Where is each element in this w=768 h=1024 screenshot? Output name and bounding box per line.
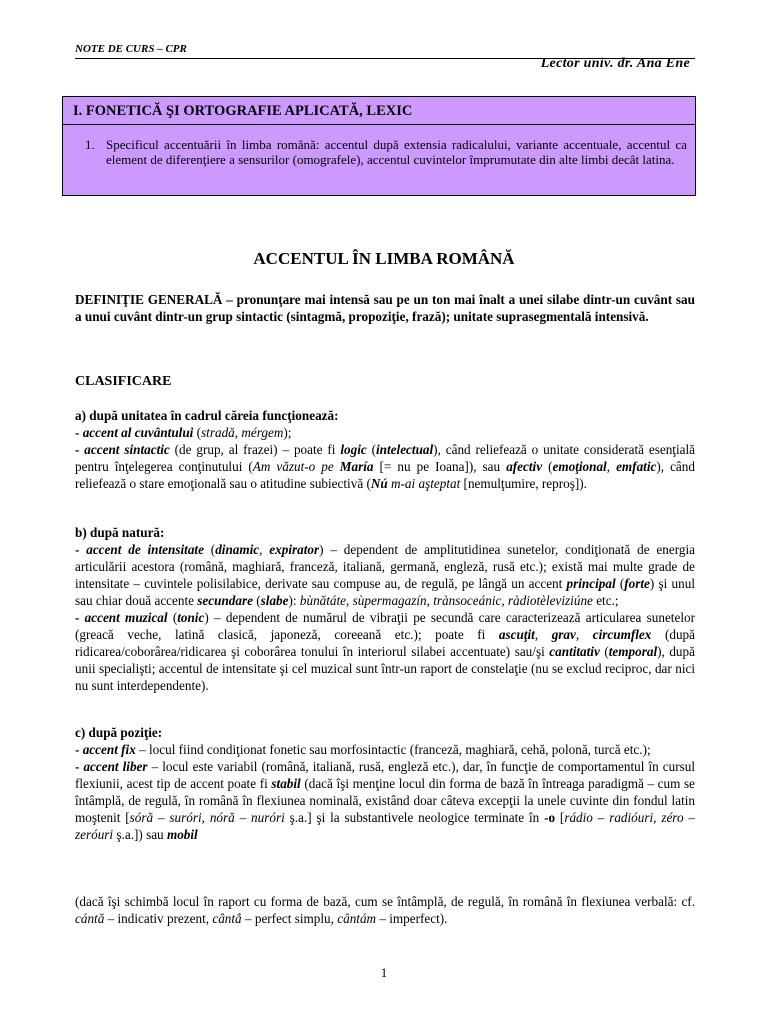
topic-box-title: I. FONETICĂ ŞI ORTOGRAFIE APLICATĂ, LEXIC [73,103,413,119]
text-run: – imperfect). [376,911,448,926]
header-author: Lector univ. dr. Ana Ene [540,56,690,71]
text-run: (dacă îşi menţine locul din forma de bază în întreaga paradigmă – cum se întâmplă, de regulă, în română în flexiunea nominală, existând doar câteva excepţii la unele cuvinte din fondul latin moştenit [ [75,776,695,825]
text-run: slabe [260,593,289,608]
text-run: accent muzical [84,610,168,625]
text-run: , [534,627,552,642]
text-run: ascuţit [498,627,535,642]
text-run: cântám [337,911,377,926]
definition-body: – pronunţare mai intensă sau pe un ton mai înalt a unei silabe dintr-un cuvânt sau a unui cuvânt dintr-un grup sintactic (sintagmă, propoziţie, frază); unitate suprasegmentală intensivă. [75,292,695,324]
text-run: ş.a.] şi la substantivele neologice terminate în [284,810,545,825]
section-a-heading: a) după unitatea în cadrul căreia funcţionează: [75,408,339,423]
text-run: forte [624,576,650,591]
text-run: ) – dependent de numărul de vibraţii pe secundă care caracterizează articularea sunetelor (greacă veche, latină clasică, japoneză, coreeană etc.); poate fi [75,610,695,642]
text-run: temporal [608,644,658,659]
text-run: – locul fiind condiţionat fonetic sau morfosintactic (franceză, maghiară, cehă, polonă, turcă etc.); [135,742,651,757]
topic-item-text: Specificul accentuării în limba română: accentul după extensia radicalului, variante accentuale, accentul ca element de diferenţiere a sensurilor (omografele), accentul cuvintelor împrumutate din alte limbi decât latina. [106,137,687,167]
text-run: ( [615,576,625,591]
text-run: - [75,742,83,757]
text-run: ): [288,593,300,608]
text-run: dinamic [215,542,260,557]
text-run: cántă [75,911,105,926]
page-title: ACCENTUL ÎN LIMBA ROMÂNĂ [253,249,515,268]
text-run: cântắ [212,911,242,926]
section-a-item-syntactic-accent [75,441,695,492]
section-a-item-word-accent [75,424,695,441]
text-run: intelectual [376,442,434,457]
text-run: ), când reliefează o unitate considerată esenţială pentru înţelegerea conţinutului ( [75,442,695,474]
text-run: [ [555,810,565,825]
text-run: -o [544,810,556,825]
text-run: emoţional [552,459,607,474]
text-run: ); [283,425,292,440]
topic-box-item [85,137,687,167]
section-a [75,407,695,492]
text-run: - [75,425,83,440]
text-run: Nú [370,476,388,491]
text-run: grav [551,627,576,642]
section-b-item-musical-accent [75,609,695,694]
text-run: , [259,542,270,557]
text-run: tonic [177,610,205,625]
text-run: – indicativ prezent, [104,911,213,926]
page-number: 1 [380,965,388,980]
section-c-continuation [75,893,695,927]
text-run: accent fix [82,742,136,757]
section-b-item-intensity-accent [75,541,695,609]
text-run: sóră – suróri, nóră – nuróri [129,810,285,825]
topic-box [62,96,696,196]
section-c-item-fixed-accent [75,741,695,758]
text-run: (după ridicarea/coborârea/ridicarea şi coborârea tonului în interiorul silabei accentuate) sau/şi [75,627,696,659]
text-run: principal [566,576,616,591]
text-run: etc.; [592,593,619,608]
text-run: stradă [201,425,235,440]
text-run: ) – dependent de amplitutidinea sunetelor, condiţionată de energia articulării acestora (română, maghiară, franceză, italiană, germană, engleză, rusă etc.); există mai multe grade de intensitate – cuvintele polisilabice, derivate sau compuse au, de regulă, pe lângă un accent [75,542,695,591]
text-run: cantitativ [549,644,600,659]
definition-term: DEFINIŢIE GENERALĂ [75,292,223,307]
text-run: [= nu pe Ioana]), sau [373,459,507,474]
text-run: ( [366,442,377,457]
text-run: expirator [269,542,320,557]
text-run: m-ai aşteptat [387,476,461,491]
text-run: logic [340,442,367,457]
text-run: accent de intensitate [86,542,204,557]
section-c [75,724,695,843]
text-run: [nemulţumire, reproş]). [460,476,587,491]
text-run: accent sintactic [84,442,170,457]
text-run: stabil [271,776,301,791]
section-c-heading: c) după poziţie: [75,725,163,740]
text-run: emfatic [616,459,657,474]
topic-item-number: 1. [85,137,95,152]
text-run: ), după unii specialişti; accentul de intensitate şi cel muzical sunt într-un raport de constelaţie (nu se exclud reciproc, dar nici nu sunt interdependente). [75,644,695,693]
mobile-accent-explanation [75,893,695,927]
text-run: ş.a.]) sau [113,827,167,842]
text-run: Am văzut-o pe [252,459,340,474]
definition-paragraph [75,291,695,325]
text-run: (de grup, al frazei) – poate fi [169,442,341,457]
text-run: accent liber [83,759,148,774]
text-run: mérgem [241,425,284,440]
text-run: ), când reliefează o stare emoţională sau o atitudine subiectivă ( [75,459,695,491]
text-run: (dacă îşi schimbă locul în raport cu forma de bază, cum se întâmplă, de regulă, în română în flexiunea verbală: cf. [75,894,695,909]
text-run: María [339,459,374,474]
text-run: afectiv [506,459,543,474]
classification-heading: CLASIFICARE [75,374,172,389]
text-run: ) şi unul sau chiar două accente [75,576,695,608]
text-run: circumflex [592,627,652,642]
text-run: ( [167,610,178,625]
text-run: bùnătáte, sùpermagazín, trànsoceánic, ràdiotèleviziúne [299,593,593,608]
text-run: rádio – radióuri, zéro – zeróuri [75,810,695,842]
text-run: secundare [197,593,253,608]
text-run: mobil [166,827,198,842]
section-b [75,524,695,694]
text-run: - [75,442,85,457]
text-run: ( [203,542,216,557]
text-run: , [234,425,242,440]
text-run: accent al cuvântului [82,425,194,440]
text-run: ( [599,644,609,659]
text-run: , [606,459,617,474]
section-c-item-free-accent [75,758,695,843]
text-run: – locul este variabil (română, italiană, rusă, engleză etc.), dar, în funcţie de comportamentul în cursul flexiunii, acest tip de accent poate fi [75,759,695,791]
text-run: - [75,759,84,774]
text-run: ( [252,593,261,608]
text-run: - [75,542,87,557]
text-run: ( [542,459,553,474]
topic-box-divider [63,124,695,125]
header-course-title: NOTE DE CURS – CPR [75,43,187,55]
section-b-heading: b) după natură: [75,525,165,540]
text-run: – perfect simplu, [241,911,338,926]
text-run: - [75,610,85,625]
text-run: , [575,627,593,642]
text-run: ( [193,425,202,440]
